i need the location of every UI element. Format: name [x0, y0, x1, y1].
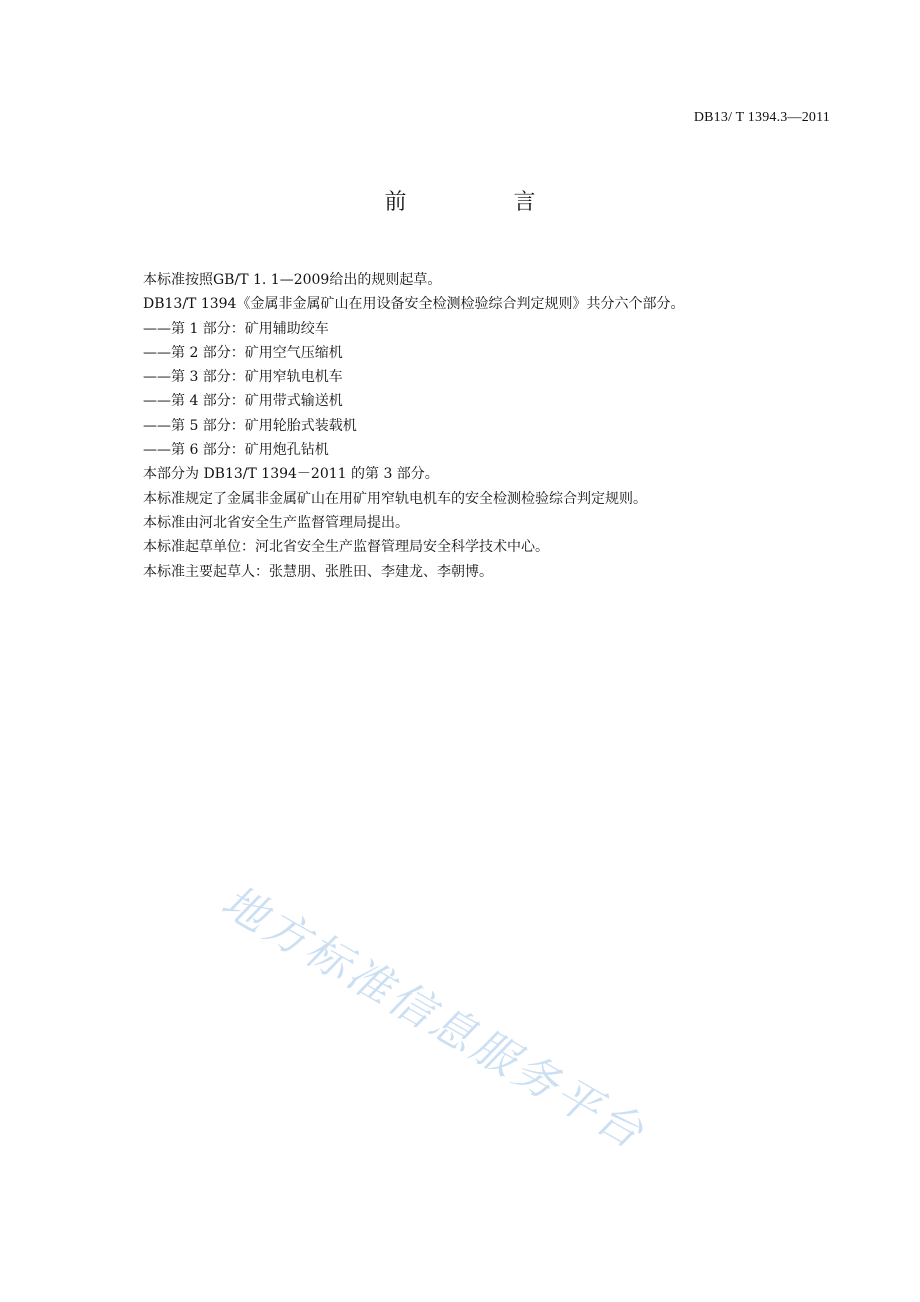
foreword-line: 本标准规定了金属非金属矿山在用矿用窄轨电机车的安全检测检验综合判定规则。 — [143, 490, 647, 507]
part-list-item: ——第 6 部分：矿用炮孔钻机 — [143, 442, 329, 459]
watermark: 地方标准信息服务平台 — [213, 875, 655, 1160]
part-list-item: ——第 1 部分：矿用辅助绞车 — [143, 320, 329, 337]
page-title: 前 言 — [384, 190, 586, 215]
part-list-item: ——第 3 部分：矿用窄轨电机车 — [143, 369, 343, 386]
document-code: DB13/ T 1394.3—2011 — [693, 110, 830, 125]
foreword-line: 本标准主要起草人：张慧朋、张胜田、李建龙、李朝博。 — [143, 563, 493, 580]
part-list-item: ——第 5 部分：矿用轮胎式装载机 — [143, 417, 357, 434]
foreword-line: 本标准按照GB/T 1. 1—2009给出的规则起草。 — [143, 272, 442, 288]
foreword-line: DB13/T 1394《金属非金属矿山在用设备安全检测检验综合判定规则》共分六个部分。 — [143, 296, 685, 313]
foreword-line: 本标准起草单位：河北省安全生产监督管理局安全科学技术中心。 — [143, 539, 549, 556]
part-list-item: ——第 2 部分：矿用空气压缩机 — [143, 344, 343, 361]
part-list-item: ——第 4 部分：矿用带式输送机 — [143, 393, 343, 410]
foreword-line: 本部分为 DB13/T 1394－2011 的第 3 部分。 — [143, 466, 439, 483]
foreword-line: 本标准由河北省安全生产监督管理局提出。 — [143, 514, 409, 531]
foreword-body — [143, 268, 833, 584]
